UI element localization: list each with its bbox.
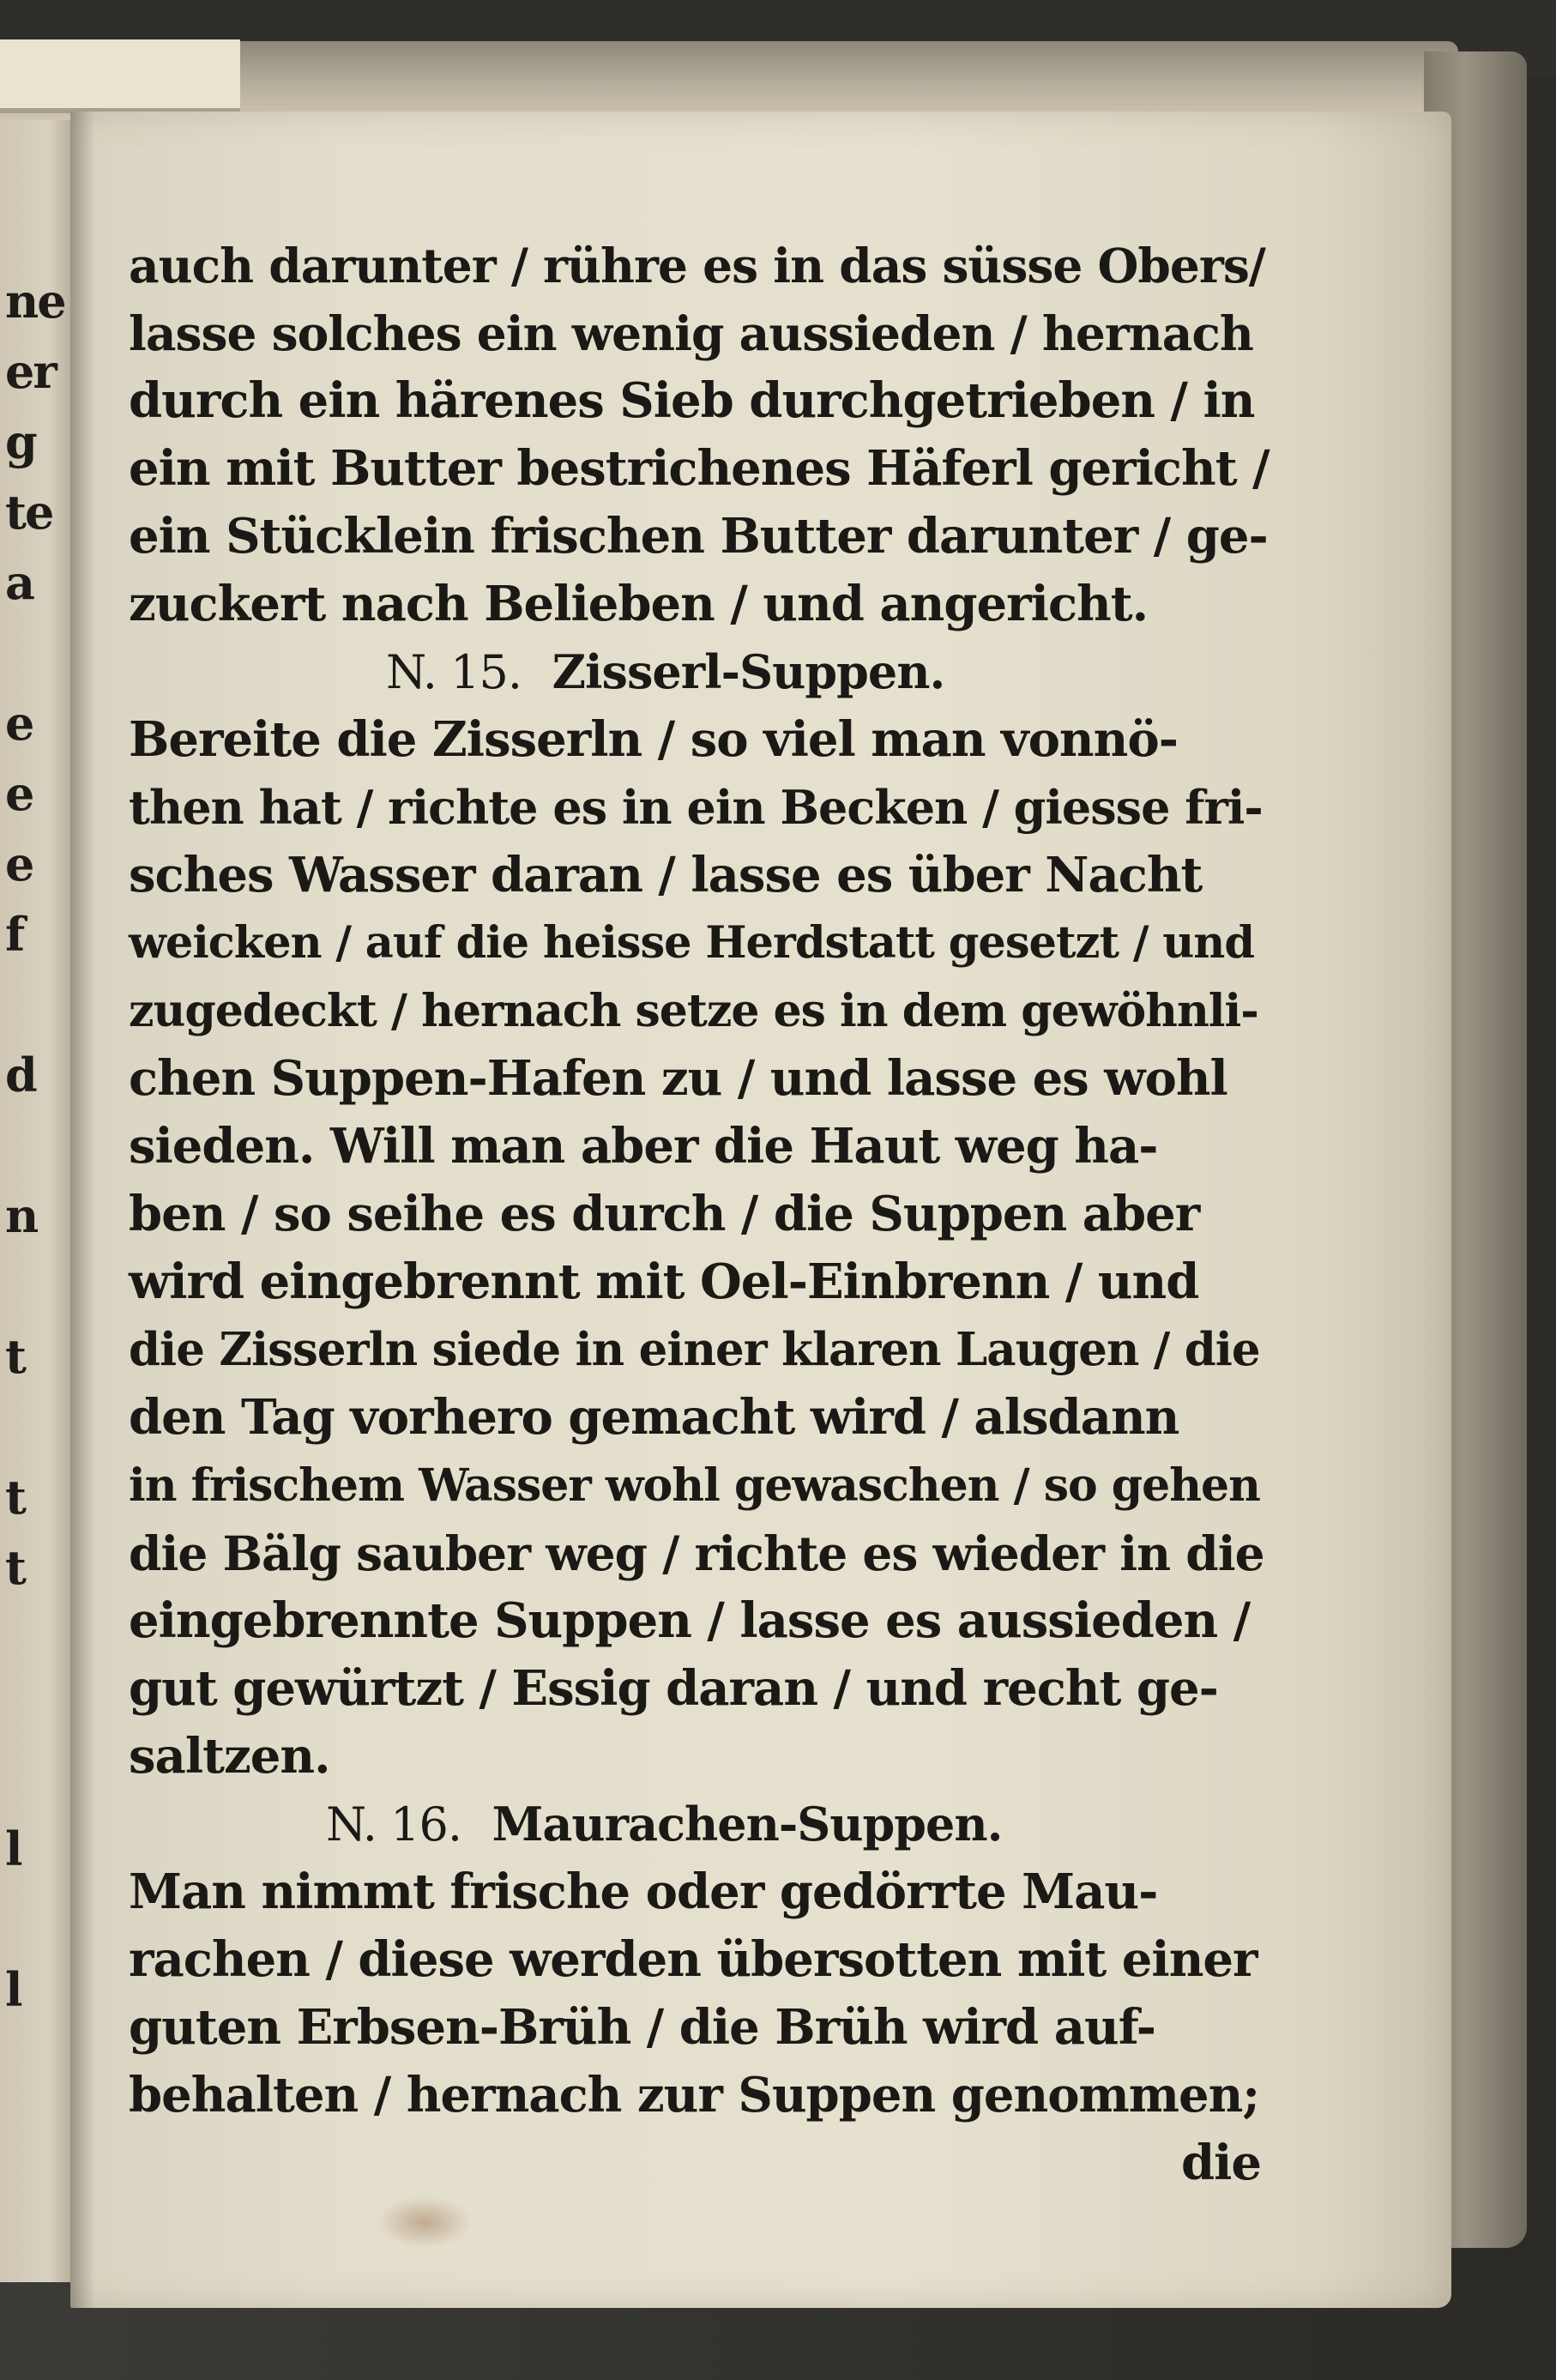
text-line: rachen / diese werden übersotten mit einer [129,1931,1257,1988]
recipe-heading [129,1791,1270,1858]
left-page-fragment-line [5,618,65,688]
left-page-fragment-line [5,1110,65,1181]
text-line: in frischem Wasser wohl gewaschen / so gehen [129,1459,1260,1512]
text-line: sches Wasser daran / lasse es über Nacht [129,847,1203,903]
left-page-fragment-line: f [5,907,24,962]
gutter-shadow [70,112,94,2308]
text-line: guten Erbsen-Brüh / die Brüh wird auf- [129,1999,1156,2056]
recipe-title: Zisserl-Suppen. [552,644,945,699]
left-page-fragment-line [5,1884,65,1954]
left-page-fragment-line [5,1743,65,1814]
left-page-fragment-line: e [5,837,33,891]
page-text [129,232,1270,2197]
paper-stain [377,2196,472,2248]
left-page-fragment-line: er [5,344,56,399]
left-page-fragment-line: ne [5,274,65,329]
paper-tab [0,39,240,113]
text-line: die Zisserln siede in einer klaren Laugen / die [129,1323,1260,1376]
text-line: lasse solches ein wenig aussieden / hernach [129,305,1253,361]
recipe-number: N. 15. [386,645,522,699]
left-page-fragment-line: a [5,555,33,610]
text-line: ein mit Butter bestrichenes Häferl gericht / [129,440,1270,497]
left-page-fragment-line: d [5,1048,36,1102]
left-page-fragment-line [5,1673,65,1743]
text-line: den Tag vorhero gemacht wird / alsdann [129,1389,1179,1446]
left-page-fragment-line: e [5,766,33,821]
text-line: durch ein härenes Sieb durchgetrieben / in [129,372,1255,429]
text-line: die Bälg sauber weg / richte es wieder in die [129,1525,1264,1581]
left-page-fragment-line: l [5,1821,21,1876]
text-line: wird eingebrennt mit Oel-Einbrenn / und [129,1253,1199,1310]
text-line: saltzen. [129,1728,330,1785]
text-line: zugedeckt / hernach setze es in dem gewöhnli- [129,985,1258,1037]
recipe-title: Maurachen-Suppen. [492,1797,1003,1851]
left-page-letters [5,266,65,2095]
left-page-fragment-line: te [5,485,53,540]
text-line: behalten / hernach zur Suppen genommen; [129,2067,1260,2123]
recipe-heading [129,638,1270,706]
text-line: Bereite die Zisserln / so viel man vonnö- [129,711,1178,768]
text-line: weicken / auf die heisse Herdstatt gesetzt / und [129,917,1255,969]
left-page-fragment-line [5,1251,65,1321]
text-line: ein Stücklein frischen Butter darunter / ge- [129,508,1268,565]
left-page-fragment-line: t [5,1329,25,1384]
left-page-fragment-line: t [5,1470,25,1525]
text-line: sieden. Will man aber die Haut weg ha- [129,1118,1158,1175]
left-page-fragment-line [5,1392,65,1462]
left-page-fragment-line: e [5,696,33,751]
text-line: ben / so seihe es durch / die Suppen aber [129,1186,1200,1242]
text-line: then hat / richte es in ein Becken / giesse fri- [129,780,1263,835]
text-line: chen Suppen-Hafen zu / und lasse es wohl [129,1050,1227,1107]
recipe-number: N. 16. [326,1797,462,1851]
text-line: zuckert nach Belieben / und angericht. [129,576,1149,632]
text-line: eingebrennte Suppen / lasse es aussieden / [129,1592,1251,1649]
left-page-fragment-line [5,970,65,1040]
left-page-fragment-line: l [5,1962,21,2017]
text-line: Man nimmt frische oder gedörrte Mau- [129,1864,1158,1920]
text-line: auch darunter / rühre es in das süsse Obers/ [129,238,1265,293]
left-page-fragment-line: n [5,1188,38,1243]
catchword: die [1180,2135,1261,2191]
left-page-fragment-line [5,1603,65,1673]
left-page-fragment-line: t [5,1540,25,1595]
text-line: gut gewürtzt / Essig daran / und recht ge- [129,1660,1218,1717]
left-page-fragment-line [5,2025,65,2095]
left-page-fragment-line: g [5,414,36,469]
left-page-fragment [0,120,70,2282]
